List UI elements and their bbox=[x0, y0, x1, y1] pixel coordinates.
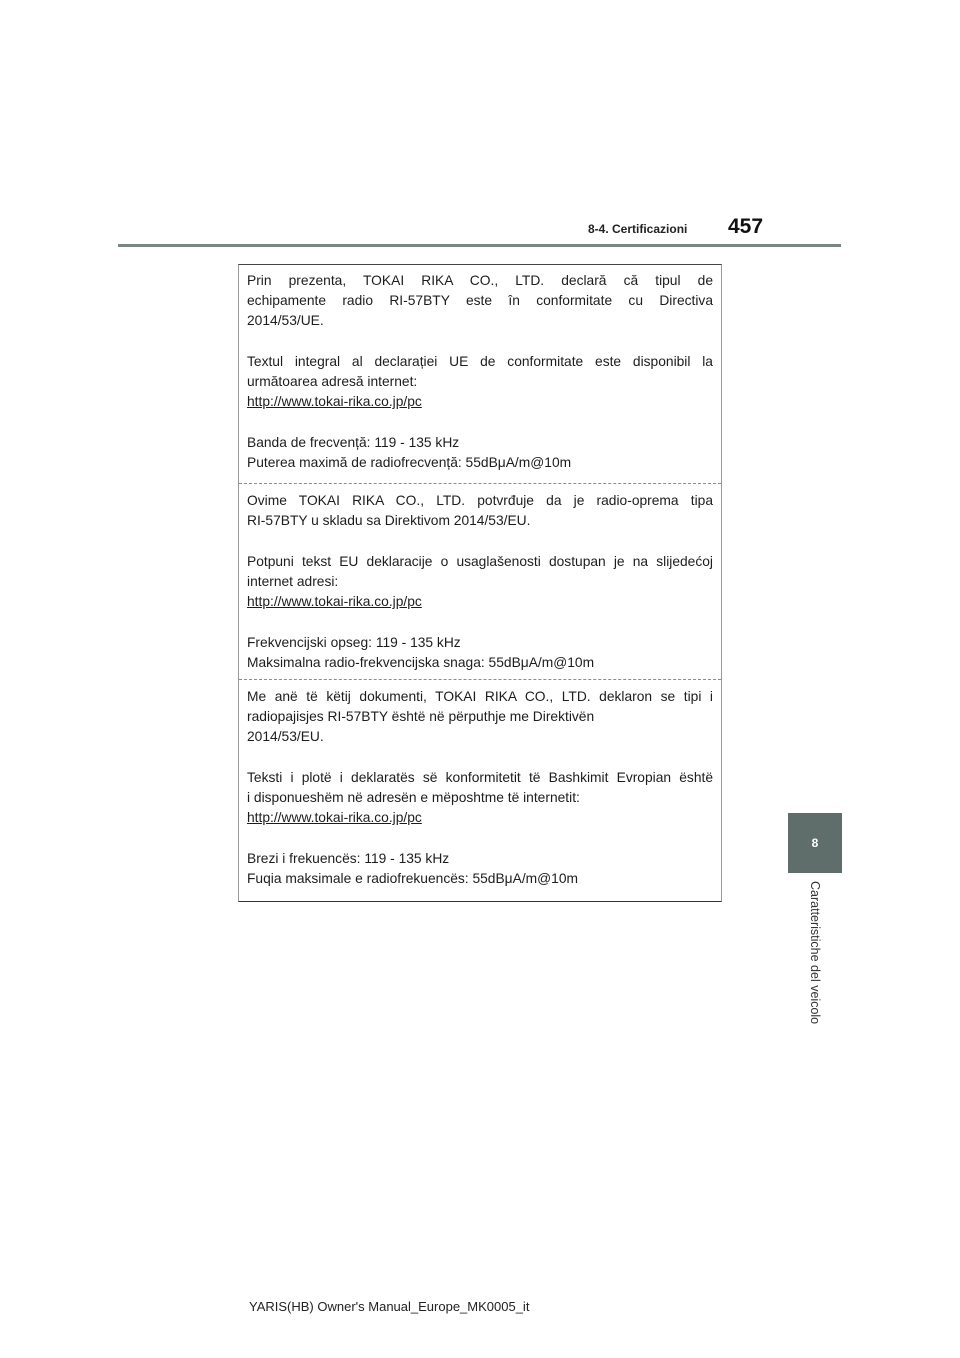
block-hr-line: Ovime TOKAI RIKA CO., LTD. potvrđuje da je radio-oprema tipa bbox=[247, 493, 713, 508]
declaration-block-romanian bbox=[239, 265, 721, 473]
block-ro-line: Textul integral al declarației UE de conformitate este disponibil la bbox=[247, 354, 713, 369]
chapter-label-area bbox=[788, 873, 842, 1058]
block-hr-line: RI-57BTY u skladu sa Direktivom 2014/53/EU. bbox=[247, 513, 531, 528]
declaration-link[interactable]: http://www.tokai-rika.co.jp/pc bbox=[247, 394, 422, 409]
chapter-label: Caratteristiche del veicolo bbox=[808, 881, 822, 1025]
chapter-tab[interactable] bbox=[788, 813, 842, 873]
block-sq-line: Teksti i plotë i deklaratës së konformitetit të Bashkimit Evropian është bbox=[247, 770, 713, 785]
block-sq-line: radiopajisjes RI-57BTY është në përputhje me Direktivën bbox=[247, 709, 595, 724]
block-ro-line: Prin prezenta, TOKAI RIKA CO., LTD. declară că tipul de bbox=[247, 273, 713, 288]
block-sq-line: 2014/53/EU. bbox=[247, 729, 324, 744]
block-hr-line: internet adresi: bbox=[247, 574, 339, 589]
header-divider bbox=[118, 244, 841, 247]
declaration-block-croatian bbox=[239, 485, 721, 673]
declaration-block-albanian bbox=[239, 681, 721, 889]
footer-document-id: YARIS(HB) Owner's Manual_Europe_MK0005_it bbox=[249, 1299, 530, 1314]
block-ro-line: echipamente radio RI-57BTY este în conformitate cu Directiva bbox=[247, 293, 713, 308]
section-title: 8-4. Certificazioni bbox=[588, 222, 688, 236]
block-ro-line: Banda de frecvență: 119 - 135 kHz bbox=[247, 435, 460, 450]
block-ro-line: 2014/53/UE. bbox=[247, 313, 324, 328]
block-sq-line: Brezi i frekuencës: 119 - 135 kHz bbox=[247, 851, 450, 866]
page-number: 457 bbox=[728, 215, 764, 238]
block-separator bbox=[239, 679, 721, 680]
declaration-scan bbox=[238, 264, 722, 902]
declaration-link[interactable]: http://www.tokai-rika.co.jp/pc bbox=[247, 594, 422, 609]
block-hr-line: Frekvencijski opseg: 119 - 135 kHz bbox=[247, 635, 461, 650]
chapter-number: 8 bbox=[811, 836, 819, 850]
block-ro-line: următoarea adresă internet: bbox=[247, 374, 418, 389]
declaration-link[interactable]: http://www.tokai-rika.co.jp/pc bbox=[247, 810, 422, 825]
block-sq-line: Fuqia maksimale e radiofrekuencës: 55dBμA/m@10m bbox=[247, 871, 578, 886]
block-ro-line: Puterea maximă de radiofrecvență: 55dBμA/m@10m bbox=[247, 455, 572, 470]
block-hr-line: Potpuni tekst EU deklaracije o usaglašenosti dostupan je na slijedećoj bbox=[247, 554, 713, 569]
block-separator bbox=[239, 483, 721, 484]
block-sq-line: Me anë të këtij dokumenti, TOKAI RIKA CO., LTD. deklaron se tipi i bbox=[247, 689, 713, 704]
block-sq-line: i disponueshëm në adresën e mëposhtme të internetit: bbox=[247, 790, 580, 805]
block-hr-line: Maksimalna radio-frekvencijska snaga: 55dBμA/m@10m bbox=[247, 655, 595, 670]
